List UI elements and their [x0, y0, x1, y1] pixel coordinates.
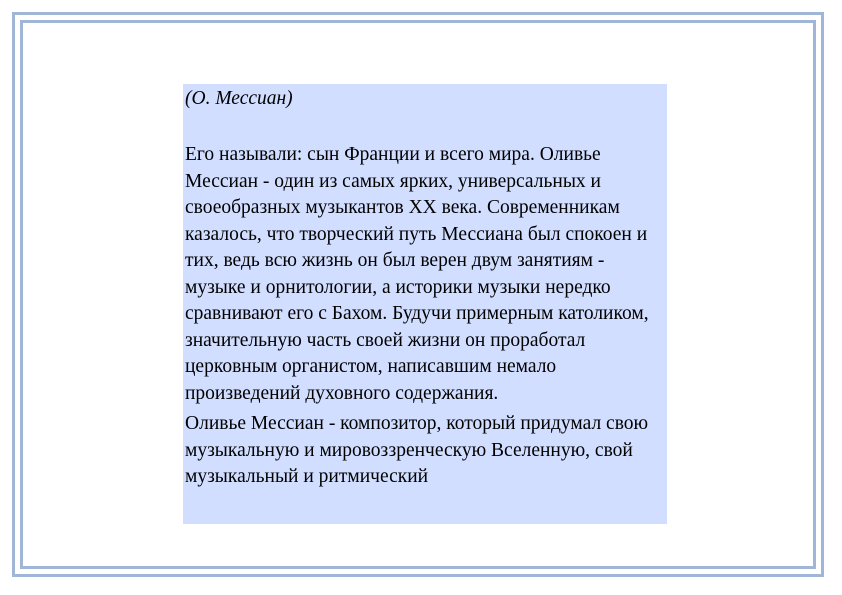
text-block — [183, 84, 667, 524]
paragraph-biography: Его называли: сын Франции и всего мира. Оливье Мессиан - один из самых ярких, универсальных и своеобразных музыкантов XX века. Современникам казалось, что творческий путь Мессиана был спокоен и тих, ведь всю жизнь он был верен двум занятиям - музыке и орнитологии, а историки музыки нередко сравнивают его с Бахом. Будучи примерным католиком, значительную часть своей жизни он проработал церковным органистом, написавшим немало произведений духовного содержания. — [185, 144, 649, 404]
paragraph-composer: Оливье Мессиан - композитор, который придумал свою музыкальную и мировоззренческую Вселенную, свой музыкальный и ритмический — [185, 413, 649, 487]
caption: (О. Мессиан) — [185, 88, 293, 109]
